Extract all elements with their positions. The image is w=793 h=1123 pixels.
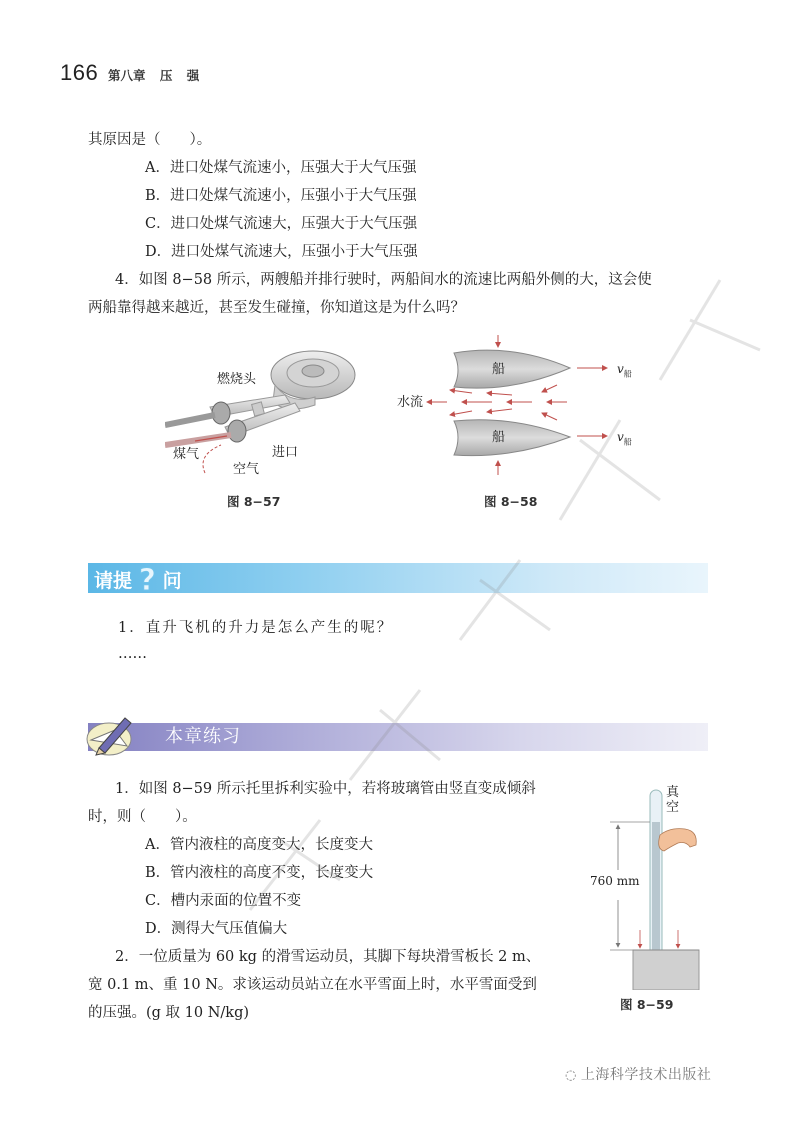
ask-item-1: 1．直升飞机的升力是怎么产生的呢？ — [118, 620, 394, 636]
q4-line2: 两船靠得越来越近，甚至发生碰撞，你知道这是为什么吗？ — [88, 300, 465, 316]
figure-8-57-caption: 图 8−57 — [227, 494, 281, 509]
q4-line1: 4．如图 8−58 所示，两艘船并排行驶时，两船间水的流速比两船外侧的大，这会使 — [115, 272, 652, 288]
ex-q1-option-d: D．测得大气压值偏大 — [145, 921, 288, 937]
ex-q1-option-c: C．槽内汞面的位置不变 — [145, 893, 302, 909]
figure-8-59 — [590, 785, 710, 1015]
q3-option-a: A．进口处煤气流速小，压强大于大气压强 — [145, 160, 417, 176]
chapter-heading — [108, 66, 209, 84]
wechat-icon: ◌ — [565, 1068, 577, 1083]
figure-8-57 — [165, 345, 365, 515]
ex-q2-line1: 2．一位质量为 60 kg 的滑雪运动员，其脚下每块滑雪板长 2 m、 — [115, 949, 541, 965]
figure-8-58-caption: 图 8−58 — [484, 494, 538, 509]
label-v-top: $v_船$ — [617, 362, 632, 379]
chapter-title-2: 强 — [186, 68, 200, 83]
label-boat-bottom: 船 — [492, 430, 506, 445]
ex-q1-line1: 1．如图 8−59 所示托里拆利实验中，若将玻璃管由竖直变成倾斜 — [115, 781, 536, 797]
ex-q2-line3: 的压强。(g 取 10 N/kg) — [88, 1005, 250, 1021]
ex-q1-option-b: B．管内液柱的高度不变，长度变大 — [145, 865, 374, 881]
q3-option-d: D．进口处煤气流速大，压强小于大气压强 — [145, 244, 418, 260]
boats-illustration — [392, 335, 652, 485]
label-vacuum: 真 空 — [666, 785, 680, 815]
ex-q2-line2: 宽 0.1 m、重 10 N。求该运动员站立在水平雪面上时，水平雪面受到 — [88, 977, 537, 993]
label-760mm: 760 mm — [590, 871, 639, 891]
hand-icon — [659, 829, 697, 851]
figure-8-59-caption: 图 8−59 — [620, 997, 674, 1012]
q3-option-b: B．进口处煤气流速小，压强小于大气压强 — [145, 188, 417, 204]
exercise-section-title: 本章练习 — [165, 726, 241, 747]
label-boat-top: 船 — [492, 362, 506, 377]
q3-stem: 其原因是（ ）。 — [88, 132, 212, 148]
ask-ellipsis: …… — [118, 646, 147, 662]
figure-8-58 — [392, 335, 652, 515]
label-air: 空气 — [233, 462, 260, 477]
ex-q1-line2: 时，则（ ）。 — [88, 809, 197, 825]
ex-q1-option-a: A．管内液柱的高度变大，长度变大 — [145, 837, 373, 853]
q3-option-c: C．进口处煤气流速大，压强大于大气压强 — [145, 216, 418, 232]
label-water-flow: 水流 — [397, 395, 424, 410]
chapter-label: 第八章 — [108, 68, 146, 83]
label-v-bottom: $v_船$ — [617, 430, 632, 447]
label-inlet: 进口 — [272, 445, 299, 460]
chapter-title-1: 压 — [159, 68, 173, 83]
question-mark-icon: ? — [138, 563, 157, 598]
label-gas: 煤气 — [173, 447, 200, 462]
ask-section-title: 请提 ? 问 — [94, 563, 182, 598]
page-number: 166 — [60, 60, 99, 85]
label-burner-head: 燃烧头 — [217, 372, 257, 387]
publisher-footer: ◌ 上海科学技术出版社 — [565, 1067, 712, 1083]
pencil-paper-icon — [85, 712, 137, 758]
